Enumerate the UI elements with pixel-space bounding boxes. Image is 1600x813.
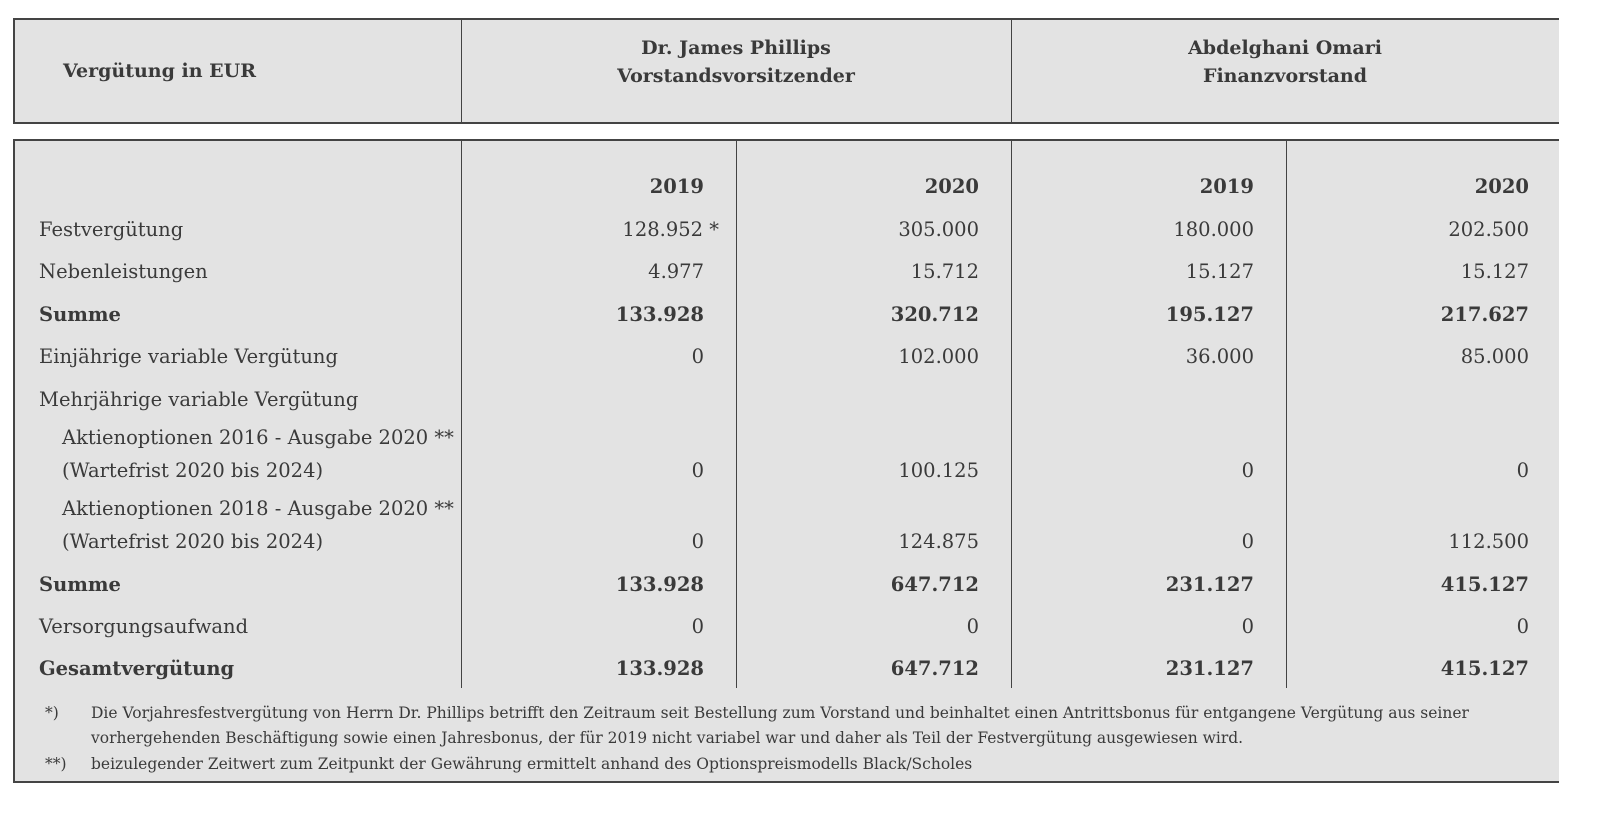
table-cell: 0 xyxy=(691,530,704,553)
year-header: 2019 xyxy=(649,175,704,198)
row-label: (Wartefrist 2020 bis 2024) xyxy=(62,459,324,482)
table-cell: 0 xyxy=(691,459,704,482)
table-cell: 0 xyxy=(966,615,979,638)
row-label: Gesamtvergütung xyxy=(39,657,235,680)
table-cell: 100.125 xyxy=(898,459,979,482)
row-label: Aktienoptionen 2018 - Ausgabe 2020 ** xyxy=(62,497,454,520)
table-cell: 133.928 xyxy=(615,657,704,680)
row-label: Festvergütung xyxy=(39,218,184,241)
table-cell: 0 xyxy=(1516,615,1529,638)
row-label: (Wartefrist 2020 bis 2024) xyxy=(62,530,324,553)
year-header: 2020 xyxy=(924,175,979,198)
row-label: Aktienoptionen 2016 - Ausgabe 2020 ** xyxy=(62,426,454,449)
table-cell: 15.712 xyxy=(910,260,979,283)
table-cell: 133.928 xyxy=(615,573,704,596)
table-cell: 415.127 xyxy=(1440,657,1529,680)
table-cell: 180.000 xyxy=(1173,218,1254,241)
table-cell: 320.712 xyxy=(890,303,979,326)
table-cell: 647.712 xyxy=(890,657,979,680)
table-cell: 195.127 xyxy=(1165,303,1254,326)
table-cell: 647.712 xyxy=(890,573,979,596)
table-cell: 231.127 xyxy=(1165,573,1254,596)
person-role: Vorstandsvorsitzender xyxy=(617,65,855,87)
footnote-text: Die Vorjahresfestvergütung von Herrn Dr. Phillips betrifft den Zeitraum seit Bestellung zum Vorstand und beinhaltet einen Antrittsbonus für entgangene Vergütung aus seiner vorhergehenden Beschäftigung sowie einen Jahresbonus, der für 2019 nicht variabel war und daher als Teil der Festvergütung ausgewiesen wird. xyxy=(91,704,1469,747)
table-cell: 36.000 xyxy=(1185,345,1254,368)
person-role: Finanzvorstand xyxy=(1202,65,1368,87)
table-cell: 217.627 xyxy=(1440,303,1529,326)
table-cell: 4.977 xyxy=(648,260,704,283)
table-cell: 15.127 xyxy=(1185,260,1254,283)
table-cell: 415.127 xyxy=(1440,573,1529,596)
compensation-table xyxy=(13,139,1559,783)
column-divider xyxy=(461,141,462,688)
table-cell: 0 xyxy=(1516,459,1529,482)
header-label: Vergütung in EUR xyxy=(63,60,256,82)
footnote-mark: **) xyxy=(45,755,67,773)
row-label: Nebenleistungen xyxy=(39,260,208,283)
footnote-mark: *) xyxy=(45,704,59,722)
row-label: Einjährige variable Vergütung xyxy=(39,345,338,368)
year-header: 2019 xyxy=(1199,175,1254,198)
table-cell: 15.127 xyxy=(1460,260,1529,283)
row-label: Summe xyxy=(39,573,121,596)
column-divider xyxy=(1011,141,1012,688)
table-cell: 124.875 xyxy=(898,530,979,553)
row-label: Mehrjährige variable Vergütung xyxy=(39,388,359,411)
table-cell: 128.952 * xyxy=(622,218,719,241)
table-cell: 112.500 xyxy=(1448,530,1529,553)
table-header xyxy=(13,18,1559,124)
column-divider xyxy=(1286,141,1287,688)
footnote-text: beizulegender Zeitwert zum Zeitpunkt der Gewährung ermittelt anhand des Optionspreismodells Black/Scholes xyxy=(91,755,973,773)
table-cell: 305.000 xyxy=(898,218,979,241)
header-person-phillips xyxy=(461,34,1011,90)
person-name: Dr. James Phillips xyxy=(641,37,831,59)
header-person-omari xyxy=(1011,34,1559,90)
table-cell: 133.928 xyxy=(615,303,704,326)
row-label: Summe xyxy=(39,303,121,326)
table-cell: 0 xyxy=(691,615,704,638)
table-cell: 0 xyxy=(691,345,704,368)
table-cell: 0 xyxy=(1241,459,1254,482)
table-cell: 85.000 xyxy=(1460,345,1529,368)
table-cell: 231.127 xyxy=(1165,657,1254,680)
table-cell: 0 xyxy=(1241,615,1254,638)
table-cell: 202.500 xyxy=(1448,218,1529,241)
table-cell: 102.000 xyxy=(898,345,979,368)
table-cell: 0 xyxy=(1241,530,1254,553)
row-label: Versorgungsaufwand xyxy=(39,615,249,638)
column-divider xyxy=(736,141,737,688)
year-header: 2020 xyxy=(1474,175,1529,198)
person-name: Abdelghani Omari xyxy=(1188,37,1382,59)
